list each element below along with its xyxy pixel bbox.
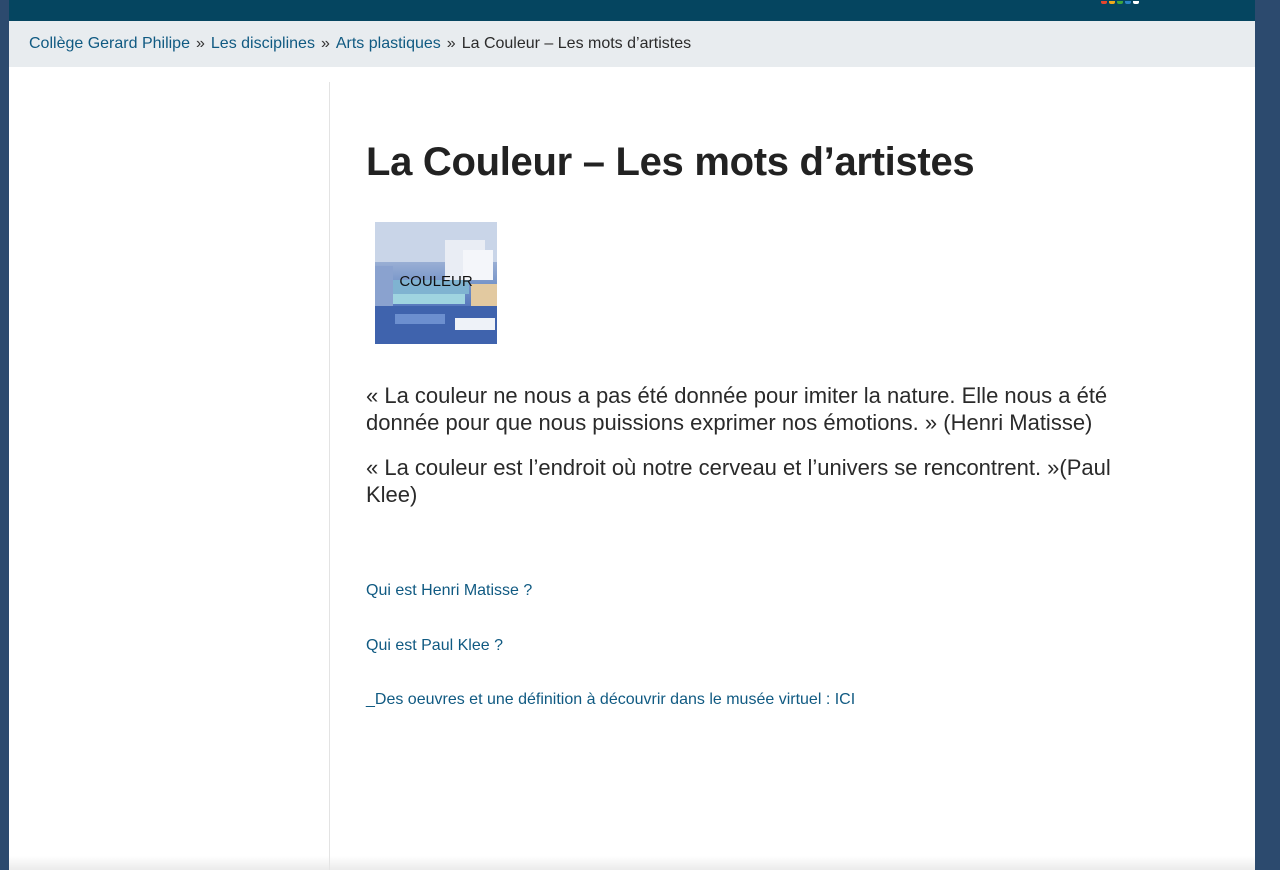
breadcrumb [9, 21, 1255, 67]
sidebar-divider [329, 82, 330, 870]
breadcrumb-disciplines-link[interactable]: Les disciplines [210, 35, 315, 52]
breadcrumb-separator: » [446, 35, 456, 52]
breadcrumb-arts-plastiques-link[interactable]: Arts plastiques [335, 35, 441, 52]
link-paul-klee[interactable]: Qui est Paul Klee ? [366, 637, 503, 654]
page-title: La Couleur – Les mots d’artistes [366, 140, 975, 184]
link-henri-matisse[interactable]: Qui est Henri Matisse ? [366, 582, 533, 599]
site-logo-icon[interactable] [1101, 0, 1149, 4]
quote-klee: « La couleur est l’endroit où notre cerveau et l’univers se rencontrent. »(Paul Klee) [366, 455, 1111, 507]
web-page [9, 0, 1255, 870]
breadcrumb-current: La Couleur – Les mots d’artistes [461, 35, 692, 52]
quote-matisse: « La couleur ne nous a pas été donnée pour imiter la nature. Elle nous a été donnée pour que nous puissions exprimer nos émotions. » (Henri Matisse) [366, 383, 1108, 435]
page-bottom-shadow [9, 856, 1255, 870]
link-musee-virtuel[interactable]: _Des oeuvres et une définition à découvrir dans le musée virtuel : ICI [366, 691, 856, 708]
couleur-thumbnail-image[interactable] [375, 222, 497, 344]
thumbnail-label: COULEUR [399, 273, 473, 290]
breadcrumb-separator: » [195, 35, 205, 52]
site-header-bar [9, 0, 1255, 21]
breadcrumb-home-link[interactable]: Collège Gerard Philipe [29, 35, 190, 52]
breadcrumb-separator: » [320, 35, 330, 52]
